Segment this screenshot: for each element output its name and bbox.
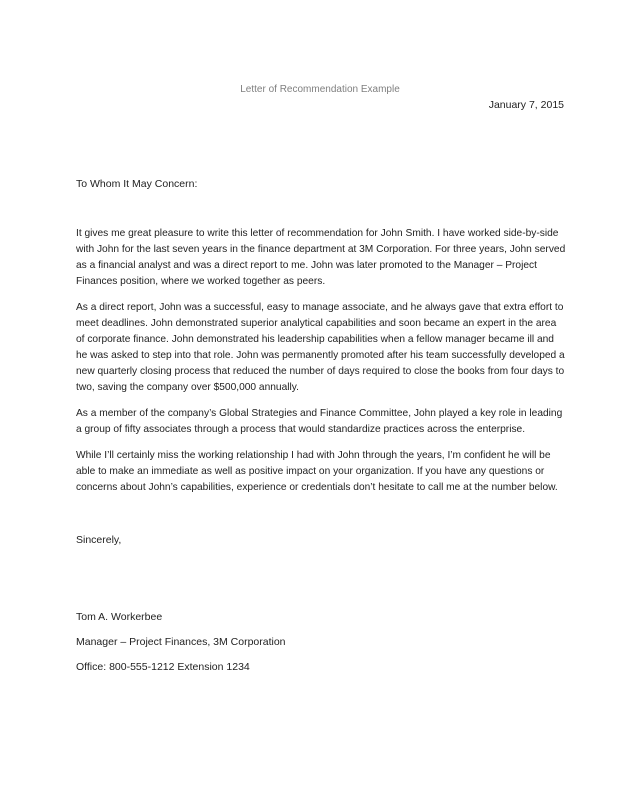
salutation: To Whom It May Concern:	[76, 178, 198, 190]
signer-name: Tom A. Workerbee	[76, 611, 163, 623]
paragraph-2: As a direct report, John was a successful, easy to manage associate, and he always gave that extra effort to meet deadlines. John demonstrated superior analytical capabilities and soon became an expert in the area of corporate finance. John demonstrated his leadership capabilities when a fellow manager became ill and he was asked to step into that role. John was permanently promoted after his team successfully developed a new quarterly closing process that reduced the number of days required to close the books from four days to two, saving the company over $500,000 annually.	[76, 302, 565, 393]
letter-date: January 7, 2015	[488, 99, 564, 111]
paragraph-3: As a member of the company’s Global Strategies and Finance Committee, John played a key role in leading a group of fifty associates through a process that would standardize practices across the enterprise.	[76, 408, 563, 435]
paragraph-4: While I’ll certainly miss the working relationship I had with John through the years, I’m confident he will be able to make an immediate as well as positive impact on your organization. If you have any questions or concerns about John’s capabilities, experience or credentials don’t hesitate to call me at the number below.	[76, 450, 558, 493]
letter-body	[76, 226, 566, 506]
signer-title: Manager – Project Finances, 3M Corporation	[76, 636, 286, 648]
paragraph-1: It gives me great pleasure to write this letter of recommendation for John Smith. I have worked side-by-side with John for the last seven years in the finance department at 3M Corporation. For three years, John served as a financial analyst and was a direct report to me. John was later promoted to the Manager – Project Finances position, where we worked together as peers.	[76, 228, 566, 287]
document-header: Letter of Recommendation Example	[240, 84, 400, 95]
closing: Sincerely,	[76, 534, 122, 546]
signer-office-phone: Office: 800-555-1212 Extension 1234	[76, 661, 250, 673]
